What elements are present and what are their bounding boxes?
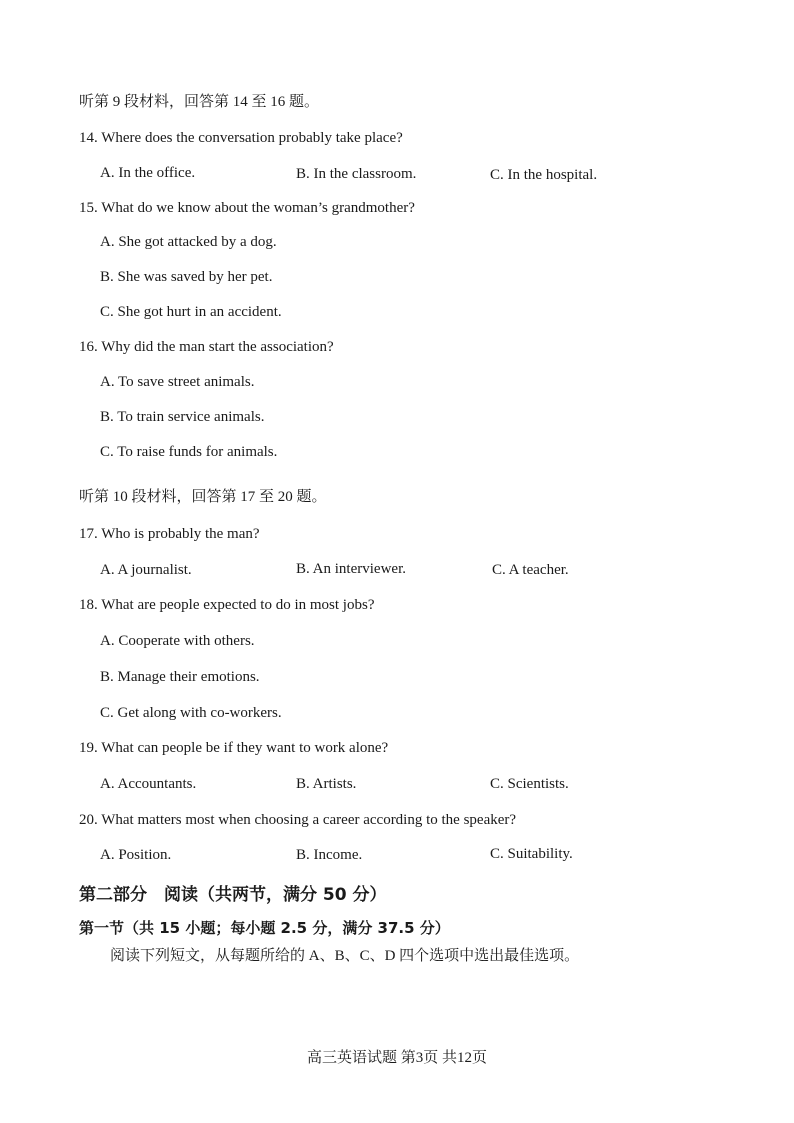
part2-subtitle: 第一节（共 15 小题；每小题 2.5 分，满分 37.5 分） — [79, 919, 450, 937]
question-18: 18. What are people expected to do in most jobs? — [79, 597, 375, 613]
q15-option-c: C. She got hurt in an accident. — [100, 304, 282, 320]
q18-option-c: C. Get along with co-workers. — [100, 705, 282, 721]
q20-option-a: A. Position. — [100, 847, 172, 863]
q14-option-a: A. In the office. — [100, 165, 196, 181]
q17-option-b: B. An interviewer. — [296, 561, 406, 577]
part2-instruction: 阅读下列短文，从每题所给的 A、B、C、D 四个选项中选出最佳选项。 — [110, 948, 580, 964]
section10-intro: 听第 10 段材料，回答第 17 至 20 题。 — [79, 489, 327, 505]
q19-option-c: C. Scientists. — [490, 776, 569, 792]
question-16: 16. Why did the man start the association? — [79, 339, 334, 355]
question-19: 19. What can people be if they want to work alone? — [79, 740, 389, 756]
q15-option-b: B. She was saved by her pet. — [100, 269, 273, 285]
section9-intro: 听第 9 段材料，回答第 14 至 16 题。 — [79, 94, 320, 110]
q19-option-b: B. Artists. — [296, 776, 357, 792]
q16-option-b: B. To train service animals. — [100, 409, 265, 425]
q17-option-a: A. A journalist. — [100, 562, 192, 578]
q19-option-a: A. Accountants. — [100, 776, 197, 792]
q17-option-c: C. A teacher. — [492, 562, 569, 578]
part2-title: 第二部分 阅读（共两节，满分 50 分） — [79, 885, 387, 905]
question-14: 14. Where does the conversation probably take place? — [79, 130, 403, 146]
question-15: 15. What do we know about the woman’s grandmother? — [79, 200, 415, 216]
q18-option-b: B. Manage their emotions. — [100, 669, 260, 685]
q20-option-c: C. Suitability. — [490, 846, 573, 862]
q14-option-c: C. In the hospital. — [490, 167, 598, 183]
q20-option-b: B. Income. — [296, 847, 363, 863]
q18-option-a: A. Cooperate with others. — [100, 633, 255, 649]
question-17: 17. Who is probably the man? — [79, 526, 260, 542]
q16-option-c: C. To raise funds for animals. — [100, 444, 278, 460]
page-footer: 高三英语试题 第3页 共12页 — [306, 1050, 487, 1066]
q16-option-a: A. To save street animals. — [100, 374, 255, 390]
q14-option-b: B. In the classroom. — [296, 166, 417, 182]
q15-option-a: A. She got attacked by a dog. — [100, 234, 277, 250]
question-20: 20. What matters most when choosing a career according to the speaker? — [79, 812, 517, 828]
